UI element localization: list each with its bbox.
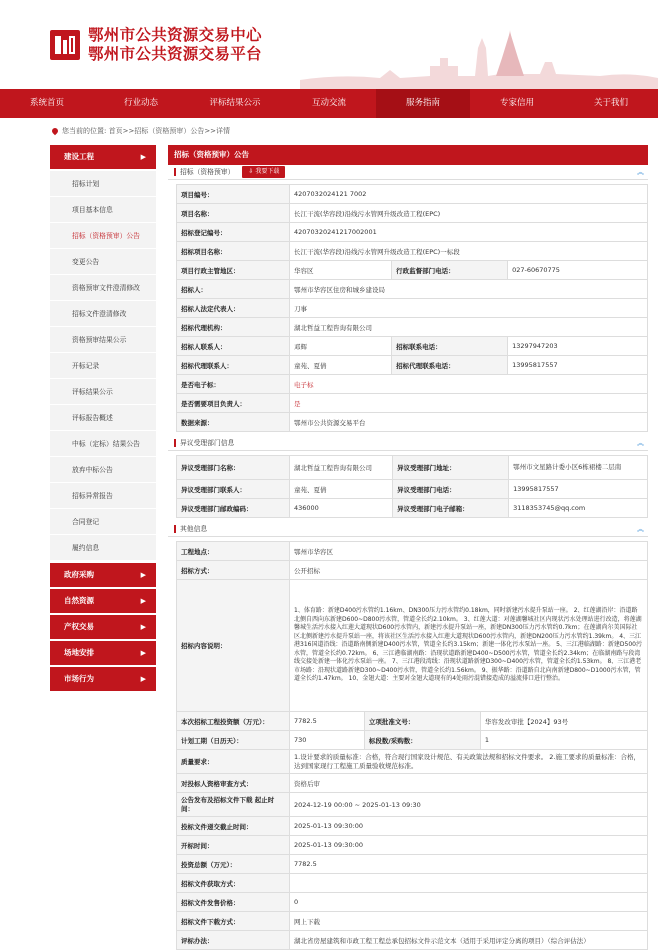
field-value: 4207032024121 7002 [290,185,648,204]
field-label: 计划工期（日历天）： [177,731,290,750]
sidebar-group-venue[interactable] [50,641,156,665]
field-label: 评标办法： [177,931,290,950]
field-value: 13995817557 [508,356,648,375]
page-title: 招标（资格预审）公告 [168,145,648,165]
main-content [168,145,648,951]
field-value: 7782.5 [290,712,365,731]
field-label: 招标文件获取方式： [177,874,290,893]
section-bar-icon [174,168,176,176]
section-bar-icon [174,439,176,447]
table-row [177,817,648,836]
table-row [177,855,648,874]
field-label: 招标人法定代表人： [177,299,290,318]
location-pin-icon [51,127,59,135]
sidebar-item-tender-clarify[interactable]: 招标文件澄清修改 [50,301,156,327]
section-other-header [168,522,648,537]
field-value: 网上下载 [290,912,648,931]
field-label: 异议受理部门地址： [393,456,509,480]
section-other-title: 其他信息 [180,524,208,533]
field-label: 立项批准文号： [364,712,480,731]
field-label: 招标文件下载方式： [177,912,290,931]
field-label: 公告发布及招标文件下载 起止时间： [177,793,290,817]
sidebar-group-label: 政府采购 [64,570,94,579]
breadcrumb-text[interactable]: 您当前的位置: 首页>>招标（资格预审）公告>>详情 [62,127,231,135]
field-value: 湖北哲益工程咨询有限公司 [290,456,393,480]
field-label: 开标时间： [177,836,290,855]
field-label: 招标人联系人： [177,337,290,356]
table-row [177,499,648,518]
field-value: 童苑、夏倩 [290,480,393,499]
field-label: 质量要求： [177,750,290,774]
project-info-table [176,184,648,432]
sidebar-group-gov-procurement[interactable] [50,563,156,587]
field-label: 异议受理部门电子邮箱： [393,499,509,518]
field-label: 招标方式： [177,561,290,580]
sidebar-item-change-notice[interactable]: 变更公告 [50,249,156,275]
field-value: 长江干流(华容段)沿线污水管网升级改造工程(EPC)一标段 [290,242,648,261]
sidebar-item-performance[interactable]: 履约信息 [50,535,156,561]
field-label: 异议受理部门邮政编码： [177,499,290,518]
field-label: 标段数/采购数： [364,731,480,750]
field-label: 项目名称： [177,204,290,223]
site-title-line1: 鄂州市公共资源交易中心 [88,26,262,44]
field-label: 本次招标工程投资额（万元）： [177,712,290,731]
table-row [177,912,648,931]
field-label: 招标文件发售价格： [177,893,290,912]
section-bar-icon [174,525,176,533]
table-row [177,318,648,337]
table-row [177,356,648,375]
arrow-right-icon: ▶ [140,571,146,579]
table-row [177,185,648,204]
sidebar-group-construction[interactable] [50,145,156,169]
section-objection-header [168,436,648,451]
field-label: 招标代理联系电话： [392,356,508,375]
field-value: 7782.5 [290,855,648,874]
skyline-decoration-icon [300,18,658,89]
field-value: 2024-12-19 00:00 ~ 2025-01-13 09:30 [290,793,648,817]
sidebar-group-label: 市场行为 [64,674,94,683]
field-value: 3118353745@qq.com [509,499,648,518]
field-value: 湖北哲益工程咨询有限公司 [290,318,648,337]
field-value: 2025-01-13 09:30:00 [290,817,648,836]
field-label: 招标人： [177,280,290,299]
sidebar-item-project-info[interactable]: 项目基本信息 [50,197,156,223]
sidebar-item-contract[interactable]: 合同登记 [50,509,156,535]
field-label: 投标文件递交截止时间： [177,817,290,836]
arrow-right-icon: ▶ [140,675,146,683]
sidebar-submenu [50,171,156,561]
field-value: 湖北省房屋建筑和市政工程工程总承包招标文件示范文本（适用于采用评定分离的项目）（综合评估法） [290,931,648,950]
field-value: 2025-01-13 09:30:00 [290,836,648,855]
field-label: 招标内容说明： [177,580,290,712]
table-row [177,242,648,261]
site-title[interactable] [88,26,262,64]
field-value: 13995817557 [509,480,648,499]
table-row [177,375,648,394]
sidebar-item-abandon[interactable]: 放弃中标公告 [50,457,156,483]
field-label: 工程地点： [177,542,290,561]
sidebar-item-plan[interactable]: 招标计划 [50,171,156,197]
site-header [0,0,658,89]
field-label: 数据来源： [177,413,290,432]
table-row [177,261,648,280]
arrow-right-icon: ▶ [140,623,146,631]
site-title-line2: 鄂州市公共资源交易平台 [88,45,262,63]
sidebar-group-property[interactable] [50,615,156,639]
table-row [177,280,648,299]
table-row [177,750,648,774]
field-label: 招标登记编号： [177,223,290,242]
collapse-up-icon[interactable]: ︽ [637,168,644,176]
table-row [177,731,648,750]
sidebar-group-label: 自然资源 [64,596,94,605]
main-nav [0,89,658,118]
nav-home[interactable]: 系统首页 [29,98,64,108]
field-value: 资格后审 [290,774,648,793]
field-value: 长江干流(华容段)沿线污水管网升级改造工程(EPC) [290,204,648,223]
sidebar-group-label: 场地安排 [64,648,94,657]
nav-expert-credit[interactable]: 专家信用 [499,98,534,108]
sidebar-group-natural-resources[interactable] [50,589,156,613]
field-label: 项目编号： [177,185,290,204]
sidebar-item-abnormal[interactable]: 招标异常报告 [50,483,156,509]
table-row [177,204,648,223]
field-label: 异议受理部门电话： [393,480,509,499]
field-value: 邓辉 [290,337,392,356]
collapse-up-icon[interactable]: ︽ [637,439,644,447]
nav-interaction[interactable]: 互动交流 [311,98,346,108]
field-value: 公开招标 [290,561,648,580]
field-value: 1、体育路：新建D400污水管约1.16km、DN300压力污水管约0.18km，同时新建污水提升泵站一座。 2、红莲湖沿岸：沿道路北侧自西向东新建D600~D800污水管，管道全长约2.10km。 3、红莲大道：对莲湖馨城社区内现状污水处理站进行改造，将莲湖馨城生活污水接入红莲大道现状D600污水管内，新建污水提升泵站一座，新建DN300压力污水管约0.7km；在莲湖尚尔美国际社区北侧新建污水提升泵站一座，将该社区生活污水接入红莲大道现状D600污水管内，新建DN200压力污水管约1.39km。 4、三江港316国道沿线：沿道路南侧新建D400污水管，管道全长约3.15km；新建一体化污水泵站一座。 5、三江港临湖路：新建D500污水管，管道全长约0.72km。 6、三江港临湖南路：沿现状道路新建D400~D500污水管，管道全长约2.34km；在临湖南路与段湾线交接处新建一体化污水泵站一座。 7、三江港段湾线：沿现状道路新建D300~D400污水管，管道全长约1.53km。 8、三江港老市场路：沿现状道路新建D300~D400污水管，管道全长约1.56km。 9、振华路：沿道路自北向南新建D800~D1000污水管，管道全长约1.47km。 10、金翅大道：主要对金翅大道现有的4处雨污混错接造成的溢流排口进行整治。 [290,580,648,712]
sidebar-item-eval-report[interactable]: 评标报告概述 [50,405,156,431]
sidebar-item-prequal-clarify[interactable]: 资格预审文件澄清修改 [50,275,156,301]
field-value: 0 [290,893,648,912]
other-info-table [176,541,648,950]
table-row [177,394,648,413]
field-label: 项目行政主管地区： [177,261,290,280]
field-value: 鄂州市华容区住房和城乡建设局 [290,280,648,299]
field-value: 436000 [290,499,393,518]
field-value [290,874,648,893]
sidebar-item-award-result[interactable]: 中标（定标）结果公告 [50,431,156,457]
site-logo-icon[interactable] [50,30,80,60]
field-value: 13297947203 [508,337,648,356]
section-tender-title: 招标（资格预审） [180,167,235,176]
breadcrumb [52,126,230,136]
table-row [177,299,648,318]
objection-info-table [176,455,648,518]
download-label: 我要下载 [255,168,280,175]
table-row [177,480,648,499]
arrow-right-icon: ▶ [140,153,146,161]
field-value: 童苑、夏倩 [290,356,392,375]
field-label: 是否需要项目负责人： [177,394,290,413]
sidebar-group-market[interactable] [50,667,156,691]
collapse-up-icon[interactable]: ︽ [637,525,644,533]
field-value: 730 [290,731,365,750]
table-row [177,223,648,242]
field-value: 电子标 [290,375,648,394]
field-value: 是 [290,394,648,413]
table-row [177,931,648,950]
field-label: 招标代理联系人： [177,356,290,375]
field-label: 异议受理部门联系人： [177,480,290,499]
field-label: 投资总额（万元）： [177,855,290,874]
table-row [177,580,648,712]
field-label: 招标项目名称： [177,242,290,261]
arrow-right-icon: ▶ [140,597,146,605]
field-label: 招标联系电话： [392,337,508,356]
nav-guide[interactable]: 服务指南 [376,89,470,118]
field-value: 鄂州市公共资源交易平台 [290,413,648,432]
arrow-right-icon: ▶ [140,649,146,657]
field-label: 对投标人资格审查方式： [177,774,290,793]
nav-news[interactable]: 行业动态 [123,98,158,108]
field-label: 异议受理部门名称： [177,456,290,480]
table-row [177,836,648,855]
field-label: 招标代理机构： [177,318,290,337]
table-row [177,774,648,793]
field-label: 是否电子标： [177,375,290,394]
table-row [177,893,648,912]
table-row [177,456,648,480]
field-label: 行政监督部门电话： [392,261,508,280]
table-row [177,561,648,580]
download-button[interactable]: ⇩ 我要下载 [242,166,285,178]
field-value: 42070320241217002001 [290,223,648,242]
section-objection-title: 异议受理部门信息 [180,438,235,447]
table-row [177,337,648,356]
table-row [177,542,648,561]
table-row [177,413,648,432]
table-row [177,712,648,731]
field-value: 027-60670775 [508,261,648,280]
field-value: 鄂州市华容区 [290,542,648,561]
section-tender-header [168,165,648,180]
sidebar-group-label: 建设工程 [64,152,94,161]
field-value: 华容发改审批【2024】93号 [480,712,647,731]
sidebar-group-label: 产权交易 [64,622,94,631]
sidebar-item-prequal-result[interactable]: 资格预审结果公示 [50,327,156,353]
sidebar-item-bid-opening[interactable]: 开标记录 [50,353,156,379]
sidebar-item-eval-result[interactable]: 评标结果公示 [50,379,156,405]
sidebar-item-tender-notice[interactable]: 招标（资格预审）公告 [50,223,156,249]
table-row [177,793,648,817]
table-row [177,874,648,893]
field-value: 华容区 [290,261,392,280]
sidebar [50,145,156,693]
field-value: 1 [480,731,647,750]
nav-about[interactable]: 关于我们 [593,98,628,108]
field-value: 1.设计要求的质量标准：合格，符合现行国家设计规范、有关政策法规和招标文件要求。 2.施工要求的质量标准：合格，达到国家现行工程施工质量验收规范标准。 [290,750,648,774]
field-value: 鄂州市文星路计委小区6栋裙楼二层南 [509,456,648,480]
nav-results[interactable]: 评标结果公示 [209,98,261,108]
field-value: 刀事 [290,299,648,318]
